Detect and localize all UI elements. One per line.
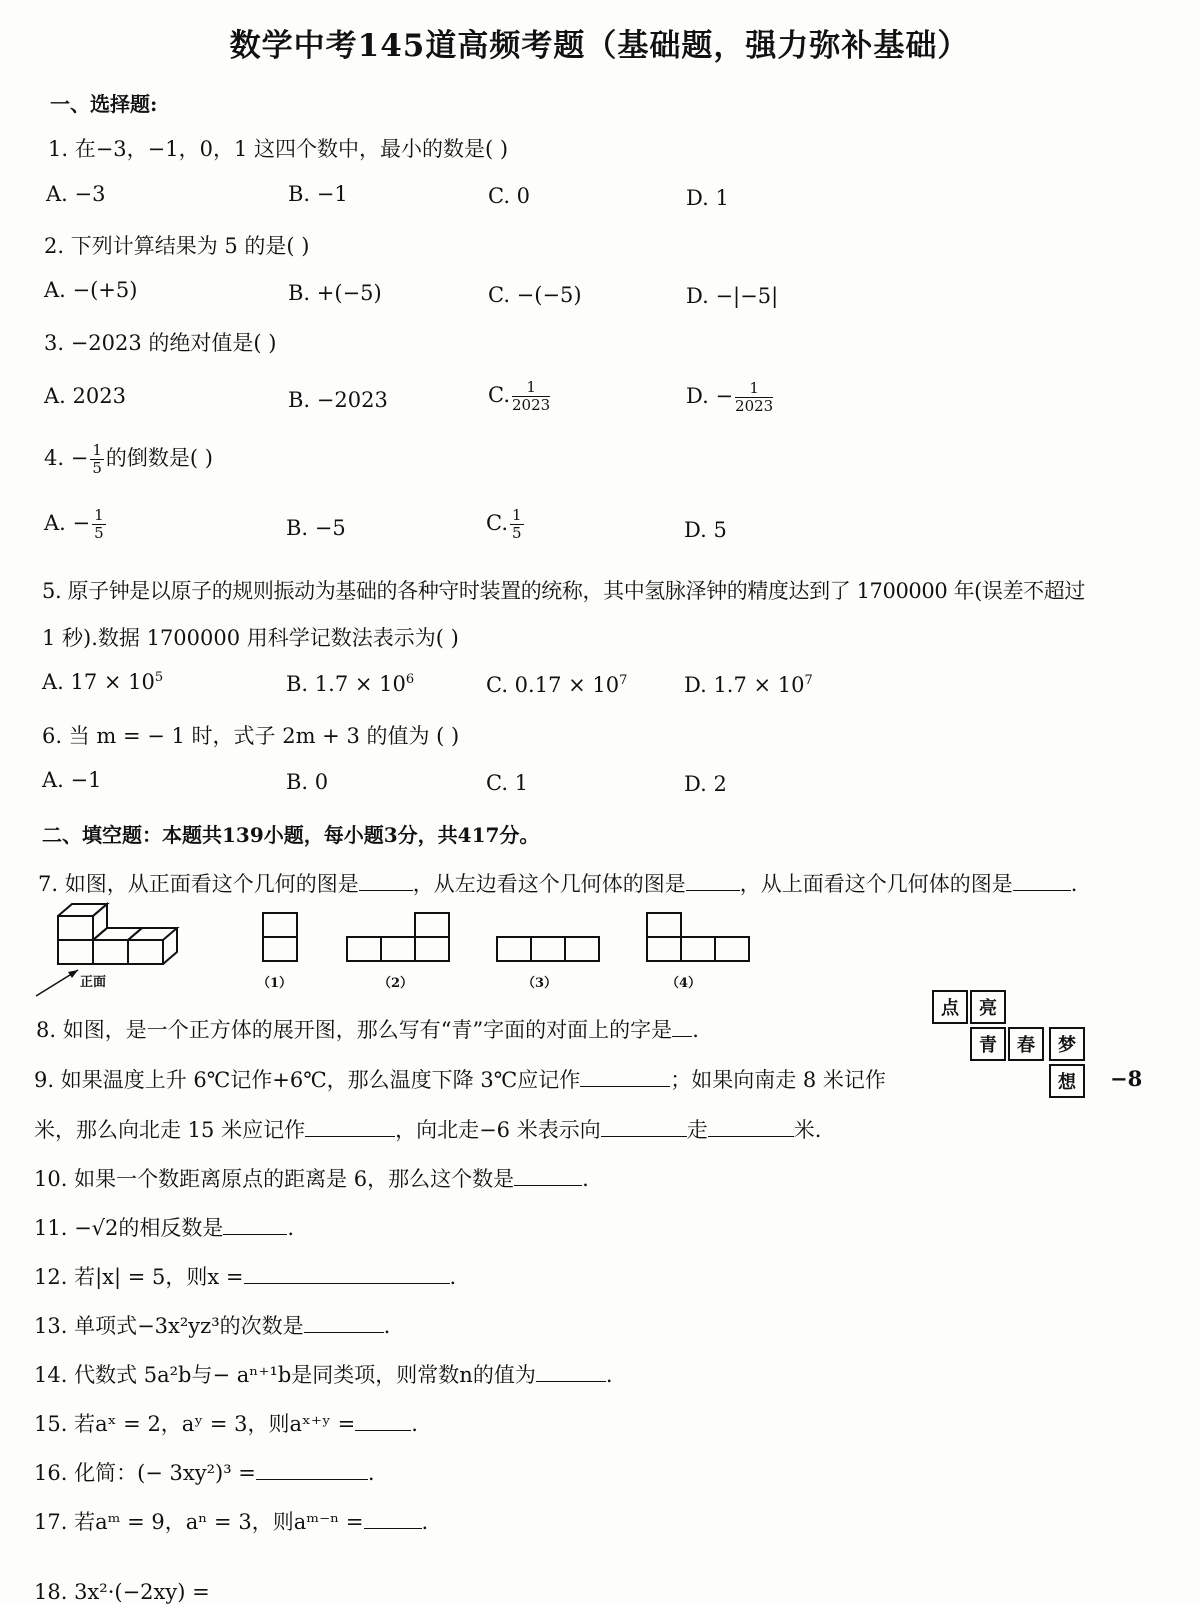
solid-figure-3d	[30, 900, 200, 1000]
view-2-caption: （2）	[378, 976, 414, 991]
question-9-line-1: 9. 如果温度上升 6℃记作+6℃，那么温度下降 3℃应记作 ；如果向南走 8 米记作	[34, 1068, 886, 1092]
question-6-stem: 6. 当 m = − 1 时，式子 2m + 3 的值为 ( )	[42, 724, 460, 748]
view-1-caption: （1）	[257, 976, 293, 991]
question-4-option-d: D. 5	[684, 518, 727, 542]
question-8-stem: 8. 如图，是一个正方体的展开图，那么写有“青”字面的对面上的字是 .	[36, 1018, 699, 1042]
question-6-option-d: D. 2	[684, 772, 727, 796]
question-5-option-c: C. $0.17 \times 10^7$	[486, 673, 628, 697]
question-5-line-1: 5. 原子钟是以原子的规则振动为基础的各种守时装置的统称，其中氢脉泽钟的精度达到了 1700000 年(误差不超过	[42, 579, 1085, 603]
question-5-option-d: D. $1.7 \times 10^7$	[684, 673, 813, 697]
question-2-option-d: D. −|−5|	[686, 284, 779, 308]
question-1-option-d: D. 1	[686, 186, 729, 210]
page-title: 数学中考145道高频考题（基础题，强力弥补基础）	[229, 28, 970, 64]
question-3-option-b: B. −2023	[288, 388, 388, 412]
question-6-option-b: B. 0	[286, 770, 329, 794]
question-12-stem: 12. 若|x| = 5，则x = .	[34, 1265, 457, 1289]
question-1-option-c: C. 0	[488, 184, 531, 208]
question-5-option-a: A. $17 \times 10^5$	[42, 670, 164, 694]
front-label: 正面	[80, 975, 107, 990]
question-2-option-a: A. −(+5)	[44, 278, 138, 302]
question-4-stem: 4. − $\frac{1}{5}$ 的倒数是( )	[44, 441, 213, 477]
question-2-option-b: B. +(−5)	[288, 281, 382, 305]
question-9-line-2: 米，那么向北走 15 米应记作 ，向北走−6 米表示向 走 米.	[34, 1118, 822, 1142]
question-6-option-a: A. −1	[42, 768, 102, 792]
question-3-option-a: A. 2023	[44, 384, 126, 408]
net-cell-1: 点	[932, 990, 968, 1024]
question-18-stem: 18. 3x²·(−2xy) =	[34, 1580, 210, 1604]
question-3-option-d: D. − $\frac{1}{2023}$	[686, 379, 774, 415]
question-11-stem: 11. −√2的相反数是 .	[34, 1216, 295, 1240]
question-15-stem: 15. 若aˣ = 2，aʸ = 3，则aˣ⁺ʸ = .	[34, 1412, 418, 1436]
view-3-figure	[494, 934, 602, 966]
question-17-stem: 17. 若aᵐ = 9，aⁿ = 3，则aᵐ⁻ⁿ = .	[34, 1510, 429, 1534]
question-4-option-b: B. −5	[286, 516, 346, 540]
net-cell-2: 亮	[970, 990, 1006, 1024]
view-1-figure	[260, 910, 300, 966]
view-4-caption: （4）	[666, 976, 702, 991]
question-6-option-c: C. 1	[486, 771, 529, 795]
question-4-option-a: A. − $\frac{1}{5}$	[44, 506, 104, 542]
question-10-stem: 10. 如果一个数距离原点的距离是 6，那么这个数是 .	[34, 1167, 589, 1191]
section-heading-fill: 二、填空题：本题共139小题，每小题3分，共417分。	[42, 823, 540, 847]
question-16-stem: 16. 化简：(− 3xy²)³ = .	[34, 1461, 375, 1485]
question-4-option-c: C. $\frac{1}{5}$	[486, 506, 522, 542]
question-1-option-a: A. −3	[46, 182, 106, 206]
question-3-option-c: C. $\frac{1}{2023}$	[488, 378, 551, 414]
net-cell-3: 青	[970, 1027, 1006, 1061]
net-cell-6: 想	[1049, 1064, 1085, 1098]
question-14-stem: 14. 代数式 5a²b与− aⁿ⁺¹b是同类项，则常数n的值为 .	[34, 1363, 613, 1387]
net-cell-5: 梦	[1049, 1027, 1085, 1061]
view-4-figure	[644, 910, 752, 966]
net-cell-4: 春	[1008, 1027, 1044, 1061]
question-9-value: −8	[1110, 1066, 1143, 1091]
question-2-stem: 2. 下列计算结果为 5 的是( )	[44, 234, 310, 258]
view-3-caption: （3）	[522, 976, 558, 991]
question-5-option-b: B. $1.7 \times 10^6$	[286, 672, 415, 696]
question-13-stem: 13. 单项式−3x²yz³的次数是 .	[34, 1314, 391, 1338]
view-2-figure	[344, 910, 452, 966]
section-heading-choice: 一、选择题:	[50, 92, 158, 116]
question-1-option-b: B. −1	[288, 182, 348, 206]
question-7-stem: 7. 如图，从正面看这个几何的图是 ，从左边看这个几何体的图是 ，从上面看这个几何体的图是 .	[38, 872, 1078, 896]
question-2-option-c: C. −(−5)	[488, 283, 582, 307]
question-1-stem: 1. 在−3，−1，0，1 这四个数中，最小的数是( )	[48, 137, 509, 161]
question-3-stem: 3. −2023 的绝对值是( )	[44, 331, 277, 355]
question-5-line-2: 1 秒).数据 1700000 用科学记数法表示为( )	[42, 626, 459, 650]
